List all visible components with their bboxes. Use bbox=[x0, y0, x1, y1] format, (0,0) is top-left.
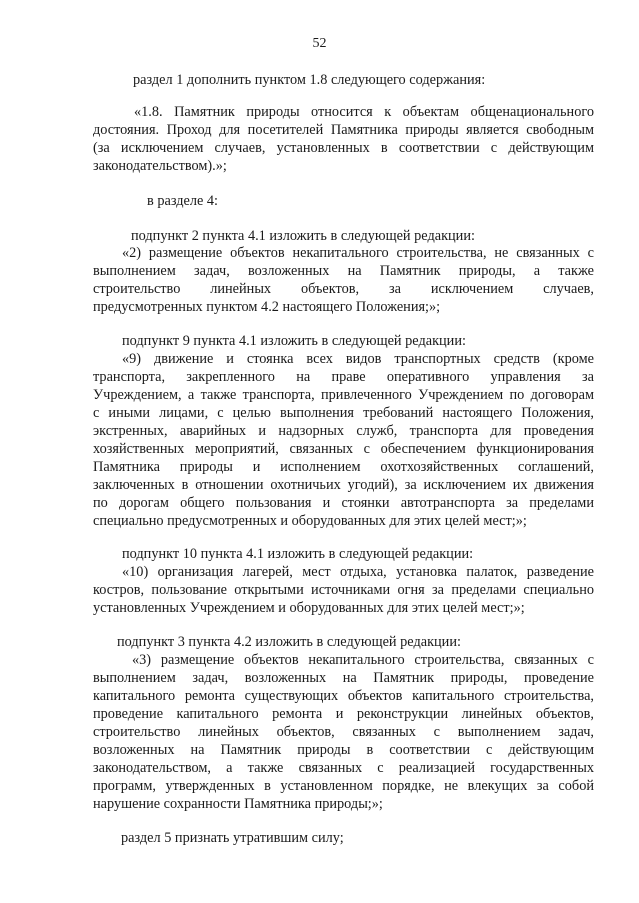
text-line: подпункт 2 пункта 4.1 изложить в следующей редакции: bbox=[131, 228, 475, 244]
text-line: «1.8. Памятник природы относится к объектам общенационального bbox=[134, 104, 594, 120]
text-line: «9) движение и стоянка всех видов транспортных средств (кроме bbox=[122, 351, 594, 367]
text-line: специально предусмотренных и оборудованных для этих целей мест;»; bbox=[93, 513, 527, 529]
text-line: нарушение сохранности Памятника природы;»; bbox=[93, 796, 383, 812]
text-line: «2) размещение объектов некапитального строительства, не связанных с bbox=[122, 245, 594, 261]
text-line: (за исключением случаев, установленных в соответствии с действующим bbox=[93, 140, 594, 156]
text-line: капитального ремонта существующих объектов капитального строительства, bbox=[93, 688, 594, 704]
text-line: подпункт 10 пункта 4.1 изложить в следующей редакции: bbox=[122, 546, 474, 562]
text-line: возложенных на Памятник природы в соответствии с действующим bbox=[93, 742, 594, 758]
text-line: Учреждением, а также транспорта, привлеченного Учреждением по договорам bbox=[93, 387, 594, 403]
text-line: хозяйственных мероприятий, связанных с обеспечением функционирования bbox=[93, 441, 594, 457]
text-line: «10) организация лагерей, мест отдыха, установка палаток, разведение bbox=[122, 564, 594, 580]
page-number: 52 bbox=[312, 36, 327, 51]
text-line: «3) размещение объектов некапитального строительства, связанных с bbox=[132, 652, 594, 668]
text-line: программ, утвержденных в установленном порядке, не влекущих за собой bbox=[93, 778, 594, 794]
text-line: строительство линейных объектов, связанных с выполнением задач, bbox=[93, 724, 594, 740]
text-line: по дорогам общего пользования и стоянки автотранспорта за пределами bbox=[93, 495, 594, 511]
text-line: достояния. Проход для посетителей Памятника природы является свободным bbox=[93, 122, 594, 138]
text-line: выполнением задач, возложенных на Памятник природы, проведение bbox=[93, 670, 594, 686]
text-line: с иными лицами, с целью выполнения требований настоящего Положения, bbox=[93, 405, 594, 421]
text-line: костров, пользование открытыми источниками огня за пределами специально bbox=[93, 582, 594, 598]
text-line: предусмотренных пунктом 4.2 настоящего Положения;»; bbox=[93, 299, 441, 315]
text-line: законодательством).»; bbox=[93, 158, 227, 174]
text-line: законодательством, а также связанных с реализацией государственных bbox=[93, 760, 594, 776]
text-line: раздел 5 признать утратившим силу; bbox=[121, 830, 344, 846]
text-line: строительство линейных объектов, за исключением случаев, bbox=[93, 281, 594, 297]
text-line: подпункт 9 пункта 4.1 изложить в следующей редакции: bbox=[122, 333, 466, 349]
text-line: подпункт 3 пункта 4.2 изложить в следующей редакции: bbox=[117, 634, 461, 650]
text-line: выполнением задач, возложенных на Памятник природы, а также bbox=[93, 263, 594, 279]
text-line: транспорта, закрепленного на праве оперативного управления за bbox=[93, 369, 594, 385]
text-line: установленных Учреждением и оборудованных для этих целей мест;»; bbox=[93, 600, 525, 616]
text-line: раздел 1 дополнить пунктом 1.8 следующего содержания: bbox=[133, 72, 486, 88]
text-line: экстренных, аварийных и надзорных служб, транспорта для проведения bbox=[93, 423, 594, 439]
text-line: в разделе 4: bbox=[147, 193, 219, 209]
text-line: заключенных в отношении охотничьих угодий), за исключением их движения bbox=[93, 477, 594, 493]
text-line: проведение капитального ремонта и реконструкции линейных объектов, bbox=[93, 706, 594, 722]
text-line: Памятника природы и исполнением охотхозяйственных соглашений, bbox=[93, 459, 594, 475]
